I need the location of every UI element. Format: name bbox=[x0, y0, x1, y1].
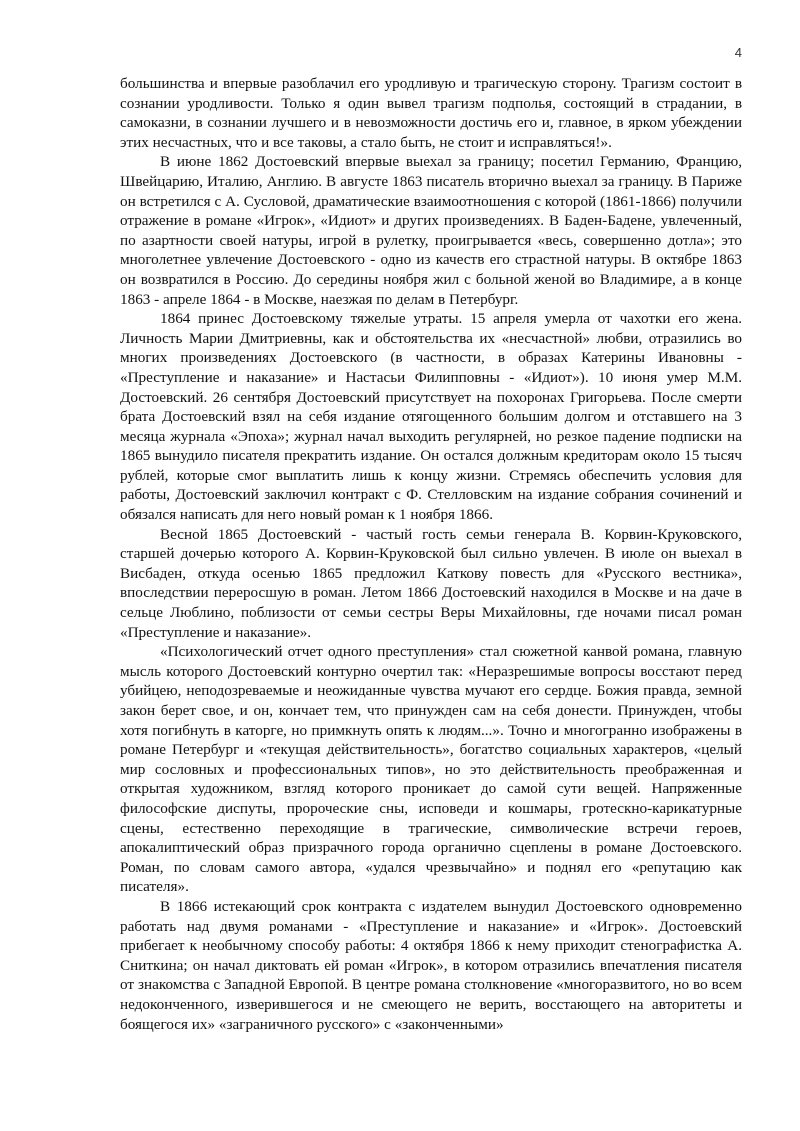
paragraph-1: большинства и впервые разоблачил его уродливую и трагическую сторону. Трагизм состоит в сознании уродливости. Только я один вывел трагизм подполья, состоящий в страдании, в самоказни, в сознании лучшего и в невозможности достичь его и, главное, в ярком убеждении этих несчастных, что и все таковы, а стало быть, не стоит и исправляться!». bbox=[120, 75, 742, 151]
paragraph-2: В июне 1862 Достоевский впервые выехал за границу; посетил Германию, Францию, Швейцарию, Италию, Англию. В августе 1863 писатель вторично выехал за границу. В Париже он встретился с А. Сусловой, драматические взаимоотношения с которой (1861-1866) получили отражение в романе «Игрок», «Идиот» и других произведениях. В Баден-Бадене, увлеченный, по азартности своей натуры, игрой в рулетку, проигрывается «весь, совершенно дотла»; это многолетнее увлечение Достоевского - одно из качеств его страстной натуры. В октябре 1863 он возвратился в Россию. До середины ноября жил с больной женой во Владимире, а в конце 1863 - апреле 1864 - в Москве, наезжая по делам в Петербург. bbox=[120, 153, 742, 308]
document-body bbox=[120, 74, 742, 1034]
page-number: 4 bbox=[734, 45, 742, 60]
paragraph-3: 1864 принес Достоевскому тяжелые утраты. 15 апреля умерла от чахотки его жена. Личность Марии Дмитриевны, как и обстоятельства их «несчастной» любви, отразились во многих произведениях Достоевского (в частности, в образах Катерины Ивановны - «Преступление и наказание» и Настасьи Филипповны - «Идиот»). 10 июня умер М.М. Достоевский. 26 сентября Достоевский присутствует на похоронах Григорьева. После смерти брата Достоевский взял на себя издание отягощенного большим долгом и отставшего на 3 месяца журнала «Эпоха»; журнал начал выходить регулярней, но резкое падение подписки на 1865 вынудило писателя прекратить издание. Он остался должным кредиторам около 15 тысяч рублей, которые смог выплатить лишь к концу жизни. Стремясь обеспечить условия для работы, Достоевский заключил контракт с Ф. Стелловским на издание собрания сочинений и обязался написать для него новый роман к 1 ноября 1866. bbox=[120, 310, 742, 524]
paragraph-4: Весной 1865 Достоевский - частый гость семьи генерала В. Корвин-Круковского, старшей дочерью которого А. Корвин-Круковской был сильно увлечен. В июле он выехал в Висбаден, откуда осенью 1865 предложил Каткову повесть для «Русского вестника», впоследствии переросшую в роман. Летом 1866 Достоевский находился в Москве и на даче в сельце Люблино, поблизости от семьи сестры Веры Михайловны, где ночами писал роман «Преступление и наказание». bbox=[120, 525, 742, 641]
paragraph-6: В 1866 истекающий срок контракта с издателем вынудил Достоевского одновременно работать над двумя романами - «Преступление и наказание» и «Игрок». Достоевский прибегает к необычному способу работы: 4 октября 1866 к нему приходит стенографистка А. Сниткина; он начал диктовать ей роман «Игрок», в котором отразились впечатления писателя от знакомства с Западной Европой. В центре романа столкновение «многоразвитого, но во всем недоконченного, изверившегося и не смеющего не верить, восстающего на авторитеты и боящегося их» «заграничного русского» с «законченными» bbox=[120, 897, 742, 1033]
paragraph-5: «Психологический отчет одного преступления» стал сюжетной канвой романа, главную мысль которого Достоевский контурно очертил так: «Неразрешимые вопросы восстают перед убийцею, неподозреваемые и неожиданные чувства мучают его сердце. Божия правда, земной закон берет свое, и он, кончает тем, что принужден сам на себя донести. Принужден, чтобы хотя погибнуть в каторге, но примкнуть опять к людям...». Точно и многогранно изображены в романе Петербург и «текущая действительность», богатство социальных характеров, «целый мир сословных и профессиональных типов», но это действительность преображенная и открытая художником, взгляд которого проникает до самой сути вещей. Напряженные философские диспуты, пророческие сны, исповеди и кошмары, гротескно-карикатурные сцены, естественно переходящие в трагические, символические встречи героев, апокалиптический образ призрачного города органично сцеплены в романе Достоевского. Роман, по словам самого автора, «удался чрезвычайно» и поднял его «репутацию как писателя». bbox=[120, 643, 742, 896]
